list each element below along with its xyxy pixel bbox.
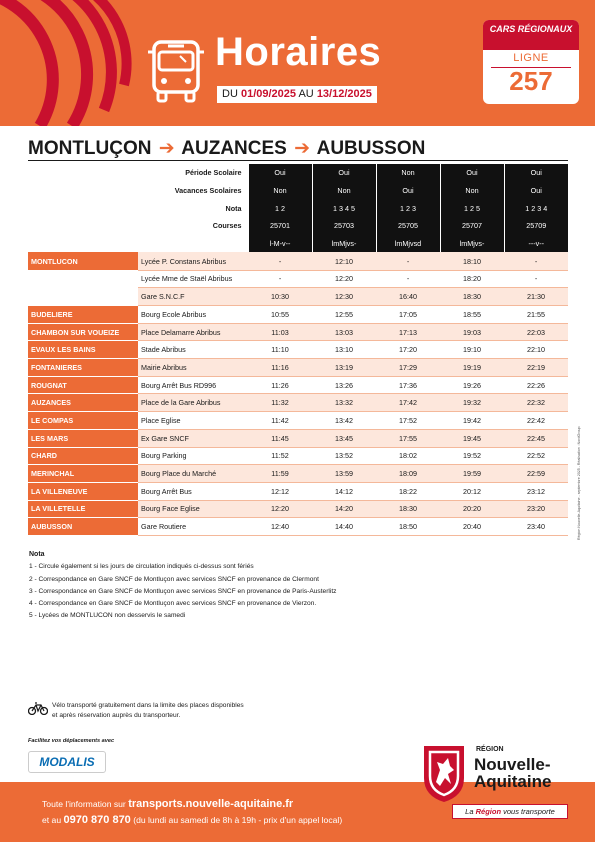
time-cell: 20:20 (440, 500, 504, 518)
header-row-label: Période Scolaire (185, 168, 242, 178)
header-banner (0, 0, 595, 126)
header-cell: l-M-v-- (248, 235, 312, 253)
time-cell: 13:03 (312, 323, 376, 341)
time-cell: 17:42 (376, 394, 440, 412)
time-cell: 10:55 (248, 306, 312, 324)
notes-title: Nota (29, 551, 45, 558)
table-row (28, 394, 568, 412)
time-cell: 13:10 (312, 341, 376, 359)
header-cell: Oui (312, 164, 376, 182)
time-cell: 22:45 (504, 429, 568, 447)
time-cell: 11:32 (248, 394, 312, 412)
time-cell: 22:10 (504, 341, 568, 359)
time-cell: 12:20 (312, 270, 376, 288)
time-cell: - (248, 252, 312, 270)
header-cell: 1 2 3 (376, 199, 440, 217)
header-cell: Oui (504, 164, 568, 182)
time-cell: 12:10 (312, 252, 376, 270)
region-logo (418, 742, 570, 822)
time-cell: 17:13 (376, 323, 440, 341)
line-badge (483, 20, 579, 104)
note-item: 5 - Lycées de MONTLUCON non desservis le samedi (29, 612, 186, 620)
time-cell: 19:19 (440, 359, 504, 377)
page-title: Horaires (215, 30, 382, 74)
time-cell: 11:26 (248, 376, 312, 394)
table-row (28, 252, 568, 270)
table-row (28, 270, 568, 288)
region-tagline: La Région vous transporte (452, 804, 568, 819)
note-item: 3 - Correspondance en Gare SNCF de Montluçon avec services SNCF en provenance de Paris-Austerlitz (29, 587, 337, 595)
time-cell: 13:19 (312, 359, 376, 377)
time-cell: 23:40 (504, 518, 568, 536)
arrow-right-icon: ➔ (294, 138, 311, 159)
time-cell: 13:42 (312, 412, 376, 430)
route-via: AUZANCES (181, 138, 287, 159)
time-cell: 13:32 (312, 394, 376, 412)
header-cell: 25701 (248, 217, 312, 235)
time-cell: 11:42 (248, 412, 312, 430)
time-cell: - (248, 270, 312, 288)
stop-name: Bourg Arrêt Bus RD996 (138, 376, 248, 394)
modalis-logo[interactable]: MODALIS (28, 751, 106, 773)
time-cell: 22:19 (504, 359, 568, 377)
stop-name: Ex Gare SNCF (138, 429, 248, 447)
time-cell: 17:52 (376, 412, 440, 430)
bicycle-icon (28, 701, 48, 715)
header-cell: 1 2 (248, 199, 312, 217)
time-cell: 19:42 (440, 412, 504, 430)
time-cell: 14:12 (312, 482, 376, 500)
time-cell: 12:20 (248, 500, 312, 518)
time-cell: 18:22 (376, 482, 440, 500)
header-cell: 1 2 5 (440, 199, 504, 217)
phone-number[interactable]: 0970 870 870 (63, 814, 131, 826)
stop-name: Stade Abribus (138, 341, 248, 359)
header-cell: Non (248, 182, 312, 200)
time-cell: 11:59 (248, 465, 312, 483)
stop-name: Place Eglise (138, 412, 248, 430)
stop-name: Bourg Place du Marché (138, 465, 248, 483)
table-row (28, 359, 568, 377)
header-row (28, 217, 568, 235)
decorative-arcs-icon (0, 0, 140, 126)
stop-city: LA VILLETELLE (28, 500, 138, 518)
stop-name: Place de la Gare Abribus (138, 394, 248, 412)
time-cell: - (376, 270, 440, 288)
header-cell: lmMjvs- (312, 235, 376, 253)
timetable (28, 164, 568, 536)
header-cell: ---v-- (504, 235, 568, 253)
time-cell: 12:55 (312, 306, 376, 324)
stop-name: Place Delamarre Abribus (138, 323, 248, 341)
header-cell: 1 2 3 4 (504, 199, 568, 217)
table-row (28, 288, 568, 306)
table-row (28, 323, 568, 341)
facilitez-label: Facilitez vos déplacements avec (28, 738, 115, 744)
header-cell: lmMjvsd (376, 235, 440, 253)
header-cell: 1 3 4 5 (312, 199, 376, 217)
time-cell: 19:26 (440, 376, 504, 394)
time-cell: 19:59 (440, 465, 504, 483)
time-cell: 18:09 (376, 465, 440, 483)
time-cell: 11:52 (248, 447, 312, 465)
time-cell: 19:10 (440, 341, 504, 359)
time-cell: 17:05 (376, 306, 440, 324)
time-cell: 19:52 (440, 447, 504, 465)
stop-city: LE COMPAS (28, 412, 138, 430)
header-cell: lmMjvs- (440, 235, 504, 253)
header-row (28, 182, 568, 200)
time-cell: 11:10 (248, 341, 312, 359)
header-row-label: Courses (212, 221, 242, 231)
time-cell: 22:42 (504, 412, 568, 430)
time-cell: 18:30 (440, 288, 504, 306)
time-cell: 22:52 (504, 447, 568, 465)
bus-icon (146, 38, 206, 104)
arrow-right-icon: ➔ (158, 138, 175, 159)
table-row (28, 341, 568, 359)
time-cell: - (504, 270, 568, 288)
stop-name: Mairie Abribus (138, 359, 248, 377)
time-cell: 14:20 (312, 500, 376, 518)
side-credit: Région Nouvelle-Aquitaine - septembre 2025 - Réalisation : NordGroup (577, 426, 581, 540)
time-cell: 17:20 (376, 341, 440, 359)
time-cell: 18:02 (376, 447, 440, 465)
header-cell: Non (440, 182, 504, 200)
table-row (28, 482, 568, 500)
divider (28, 160, 568, 161)
header-row (28, 235, 568, 253)
stop-city: CHAMBON SUR VOUEIZE (28, 323, 138, 341)
time-cell: 18:20 (440, 270, 504, 288)
stop-name: Bourg Face Eglise (138, 500, 248, 518)
time-cell: 23:20 (504, 500, 568, 518)
time-cell: 18:55 (440, 306, 504, 324)
time-cell: 13:26 (312, 376, 376, 394)
table-row (28, 465, 568, 483)
time-cell: 22:59 (504, 465, 568, 483)
time-cell: 22:26 (504, 376, 568, 394)
stop-name: Lycée P. Constans Abribus (138, 252, 248, 270)
time-cell: 13:45 (312, 429, 376, 447)
cars-regionaux-label: CARS RÉGIONAUX (483, 20, 579, 50)
time-cell: 11:45 (248, 429, 312, 447)
time-cell: 19:32 (440, 394, 504, 412)
table-row (28, 306, 568, 324)
header-cell: 25709 (504, 217, 568, 235)
time-cell: 20:40 (440, 518, 504, 536)
header-cell: 25703 (312, 217, 376, 235)
stop-city: AUZANCES (28, 394, 138, 412)
stop-city: MERINCHAL (28, 465, 138, 483)
stop-city: ROUGNAT (28, 376, 138, 394)
time-cell: 18:10 (440, 252, 504, 270)
time-cell: 14:40 (312, 518, 376, 536)
time-cell: - (376, 252, 440, 270)
stop-city (28, 288, 138, 306)
footer-contact: Toute l'information sur transports.nouvelle-aquitaine.fr et au 0970 870 870 (du lundi au samedi de 8h à 19h - prix d'un appel local) (42, 798, 343, 826)
note-item: 1 - Circule également si les jours de circulation indiqués ci-dessus sont fériés (29, 563, 254, 571)
time-cell: 17:55 (376, 429, 440, 447)
header-cell: 25707 (440, 217, 504, 235)
time-cell: 19:45 (440, 429, 504, 447)
bike-info: Vélo transporté gratuitement dans la limite des places disponibles et après réservation auprès du transporteur. (28, 701, 48, 719)
note-item: 2 - Correspondance en Gare SNCF de Montluçon avec services SNCF en provenance de Clermont (29, 575, 319, 583)
time-cell: 12:12 (248, 482, 312, 500)
header-row-label: Nota (225, 203, 242, 213)
header-cell: Non (312, 182, 376, 200)
route-from: MONTLUÇON (28, 138, 152, 159)
stop-city: EVAUX LES BAINS (28, 341, 138, 359)
stop-city: BUDELIERE (28, 306, 138, 324)
ligne-label: LIGNE (513, 52, 549, 64)
route-to: AUBUSSON (316, 138, 426, 159)
time-cell: 21:55 (504, 306, 568, 324)
stop-name: Bourg Ecole Abribus (138, 306, 248, 324)
table-row (28, 429, 568, 447)
table-row (28, 500, 568, 518)
header-cell: Non (376, 164, 440, 182)
time-cell: 19:03 (440, 323, 504, 341)
time-cell: 11:03 (248, 323, 312, 341)
time-cell: 20:12 (440, 482, 504, 500)
time-cell: 22:03 (504, 323, 568, 341)
table-row (28, 518, 568, 536)
stop-city: LA VILLENEUVE (28, 482, 138, 500)
ligne-number: 257 (509, 66, 553, 96)
time-cell: 18:50 (376, 518, 440, 536)
stop-name: Gare S.N.C.F (138, 288, 248, 306)
region-label: RÉGION (476, 746, 504, 753)
time-cell: 10:30 (248, 288, 312, 306)
time-cell: - (504, 252, 568, 270)
stop-city: MONTLUCON (28, 252, 138, 270)
header-cell: Oui (376, 182, 440, 200)
header-row-label: Vacances Scolaires (174, 186, 242, 196)
time-cell: 12:30 (312, 288, 376, 306)
time-cell: 13:52 (312, 447, 376, 465)
stop-city (28, 270, 138, 288)
header-cell: Oui (504, 182, 568, 200)
stop-city: LES MARS (28, 429, 138, 447)
time-cell: 16:40 (376, 288, 440, 306)
stop-city: FONTANIERES (28, 359, 138, 377)
region-name: Nouvelle- Aquitaine (474, 755, 552, 791)
time-cell: 22:32 (504, 394, 568, 412)
stop-name: Lycée Mme de Staël Abribus (138, 270, 248, 288)
header-row (28, 164, 568, 182)
stop-name: Bourg Arrêt Bus (138, 482, 248, 500)
website-link[interactable]: transports.nouvelle-aquitaine.fr (128, 798, 294, 810)
header-cell: Oui (440, 164, 504, 182)
stop-name: Bourg Parking (138, 447, 248, 465)
time-cell: 17:29 (376, 359, 440, 377)
table-row (28, 447, 568, 465)
stop-city: CHARD (28, 447, 138, 465)
time-cell: 18:30 (376, 500, 440, 518)
table-row (28, 412, 568, 430)
time-cell: 12:40 (248, 518, 312, 536)
header-cell: 25705 (376, 217, 440, 235)
time-cell: 13:59 (312, 465, 376, 483)
table-row (28, 376, 568, 394)
time-cell: 11:16 (248, 359, 312, 377)
time-cell: 17:36 (376, 376, 440, 394)
header-row (28, 199, 568, 217)
stop-city: AUBUSSON (28, 518, 138, 536)
time-cell: 23:12 (504, 482, 568, 500)
region-lion-shield-icon (420, 744, 468, 804)
notes-section (29, 549, 336, 623)
stop-name: Gare Routiere (138, 518, 248, 536)
route-title (28, 137, 425, 160)
header-row-label (28, 235, 248, 253)
validity-dates: DU 01/09/2025 AU 13/12/2025 (217, 86, 377, 103)
header-cell: Oui (248, 164, 312, 182)
time-cell: 21:30 (504, 288, 568, 306)
note-item: 4 - Correspondance en Gare SNCF de Montluçon avec services SNCF en provenance de Vierzon. (29, 600, 317, 608)
